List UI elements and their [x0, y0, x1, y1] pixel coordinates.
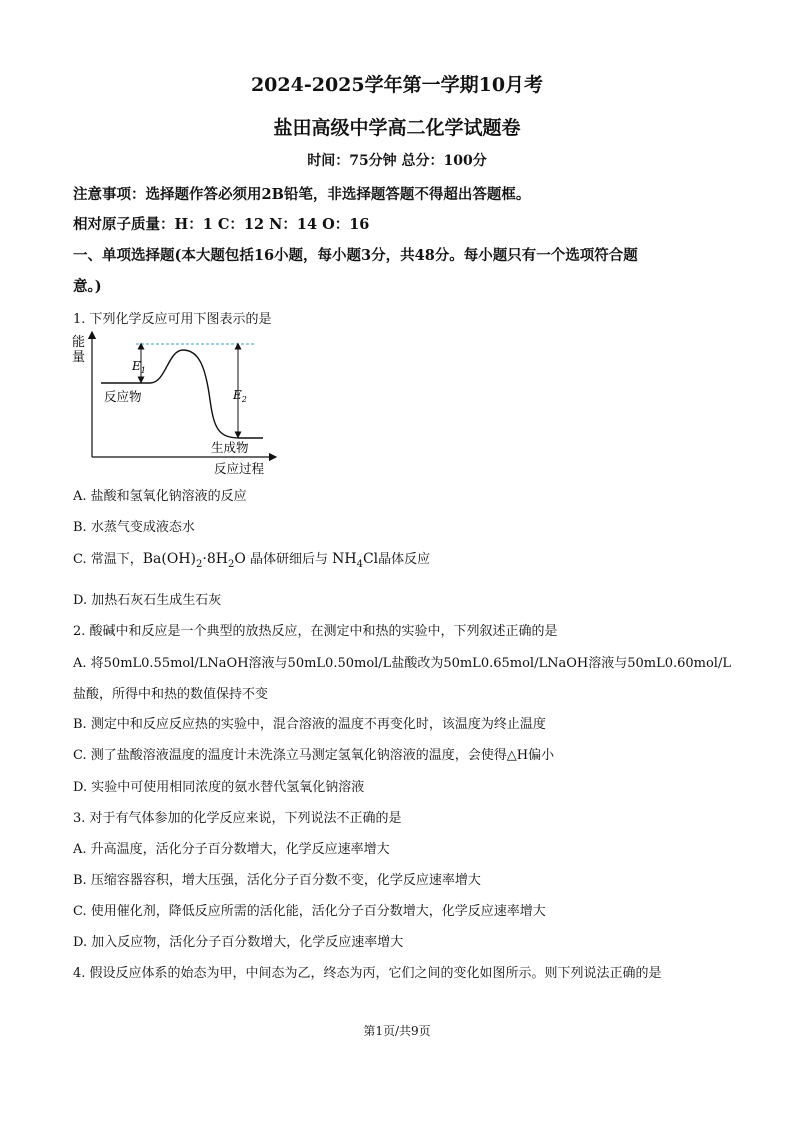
notice: 注意事项：选择题作答必须用2B铅笔，非选择题答题不得超出答题框。 — [73, 186, 531, 203]
q3-option-a: A. 升高温度，活化分子百分数增大，化学反应速率增大 — [73, 842, 390, 857]
question-4-stem: 4. 假设反应体系的始态为甲，中间态为乙，终态为丙，它们之间的变化如图所示。则下列说法正确的是 — [73, 966, 662, 981]
q2-option-a-line1: A. 将50mL0.55mol/LNaOH溶液与50mL0.50mol/L盐酸改为50mL0.65mol/LNaOH溶液与50mL0.60mol/L — [73, 656, 731, 671]
q3-option-b: B. 压缩容器容积，增大压强，活化分子百分数不变，化学反应速率增大 — [73, 873, 481, 888]
q3-option-c: C. 使用催化剂，降低反应所需的活化能，活化分子百分数增大，化学反应速率增大 — [73, 904, 546, 919]
question-1-stem: 1. 下列化学反应可用下图表示的是 — [73, 312, 272, 327]
formula-ammonium-chloride: $NH_4Cl$ — [332, 551, 379, 570]
q2-option-c: C. 测了盐酸溶液温度的温度计未洗涤立马测定氢氧化钠溶液的温度，会使得△H偏小 — [73, 748, 555, 763]
time-info: 时间：75分钟 总分：100分 — [307, 153, 487, 169]
section-heading: 一、单项选择题(本大题包括16小题，每小题3分，共48分。每小题只有一个选项符合题 — [73, 247, 638, 264]
q2-option-b: B. 测定中和反应反应热的实验中，混合溶液的温度不再变化时，该温度为终止温度 — [73, 717, 546, 732]
formula-barium-hydroxide: $Ba(OH)_2\cdot 8H_2O$ — [142, 551, 246, 570]
q1-option-c: C. 常温下，$Ba(OH)_2\cdot 8H_2O$ 晶体研细后与 $NH_4Cl$晶体反应 — [73, 551, 431, 570]
energy-diagram — [68, 330, 278, 478]
page-number: 第1页/共9页 — [363, 1024, 431, 1038]
q2-option-d: D. 实验中可使用相同浓度的氨水替代氢氧化钠溶液 — [73, 780, 365, 795]
q2-option-a-line2: 盐酸，所得中和热的数值保持不变 — [73, 687, 269, 702]
q3-option-d: D. 加入反应物，活化分子百分数增大，化学反应速率增大 — [73, 935, 404, 950]
x-axis-label: 反应过程 — [214, 461, 265, 476]
y-axis-label-2: 量 — [72, 350, 86, 365]
e2-label: $E_2$ — [233, 388, 247, 404]
reactant-label: 反应物 — [104, 389, 142, 404]
question-2-stem: 2. 酸碱中和反应是一个典型的放热反应，在测定中和热的实验中，下列叙述正确的是 — [73, 624, 558, 639]
q1-option-b: B. 水蒸气变成液态水 — [73, 520, 195, 535]
section-heading-cont: 意。) — [73, 278, 102, 295]
atomic-mass: 相对原子质量：H：1 C：12 N：14 O：16 — [73, 216, 370, 233]
product-label: 生成物 — [211, 440, 249, 455]
exam-title: 2024-2025学年第一学期10月考 — [250, 74, 544, 96]
e1-label: $E_1$ — [132, 359, 146, 375]
q1-option-d: D. 加热石灰石生成生石灰 — [73, 593, 222, 608]
exam-subtitle: 盐田高级中学高二化学试题卷 — [273, 117, 521, 139]
question-3-stem: 3. 对于有气体参加的化学反应来说，下列说法不正确的是 — [73, 811, 402, 826]
q1-option-a: A. 盐酸和氢氧化钠溶液的反应 — [73, 489, 247, 504]
y-axis-label-1: 能 — [72, 335, 86, 350]
